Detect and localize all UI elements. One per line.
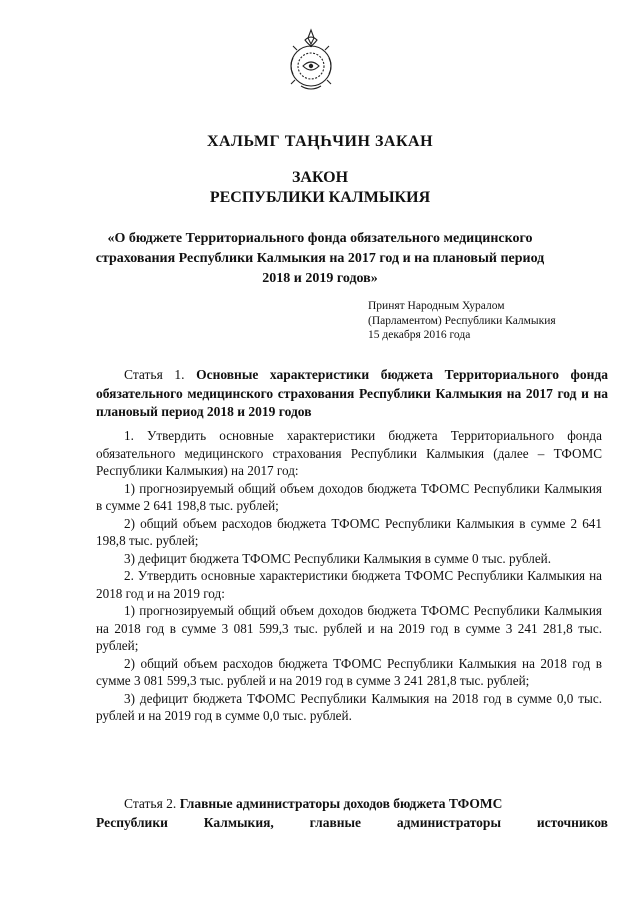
article-title-continued	[96, 814, 608, 833]
paragraph: 2) общий объем расходов бюджета ТФОМС Республики Калмыкия на 2018 год в сумме 3 081 599,3 тыс. рублей и на 2019 год в сумме 3 241 281,8 тыс. рублей;	[96, 655, 602, 688]
article-2-heading	[96, 795, 608, 832]
paragraph: 2) общий объем расходов бюджета ТФОМС Республики Калмыкия в сумме 2 641 198,8 тыс. рублей;	[96, 515, 602, 548]
article-label: Статья 2.	[124, 796, 177, 811]
article-title: Главные администраторы доходов бюджета ТФОМС	[179, 796, 503, 811]
paragraph: 3) дефицит бюджета ТФОМС Республики Калмыкия на 2018 год в сумме 0,0 тыс. рублей и на 2019 год в сумме 0,0 тыс. рублей.	[96, 690, 602, 723]
article-1-body	[96, 427, 602, 725]
coat-of-arms-icon	[283, 28, 339, 94]
paragraph: 2. Утвердить основные характеристики бюджета ТФОМС Республики Калмыкия на 2018 год и на 2019 год:	[96, 568, 602, 601]
adoption-date: 15 декабря 2016 года	[368, 329, 471, 341]
paragraph: 1. Утвердить основные характеристики бюджета Территориального фонда обязательного медицинского страхования Республики Калмыкия (далее – ТФОМС Республики Калмыкия) на 2017 год:	[96, 428, 602, 478]
title-word: администраторы	[396, 814, 501, 830]
law-title-line: «О бюджете Территориального фонда обязательного медицинского	[107, 231, 533, 246]
adoption-line: (Парламентом) Республики Калмыкия	[368, 314, 556, 327]
republic-name: РЕСПУБЛИКИ КАЛМЫКИЯ	[209, 189, 431, 206]
article-1-heading	[96, 366, 608, 422]
title-word: Калмыкия,	[203, 814, 274, 830]
adoption-note	[368, 299, 598, 343]
kalmyk-title: ХАЛЬМГ ТАҢҺЧИН ЗАКАН	[206, 133, 434, 150]
paragraph: 1) прогнозируемый общий объем доходов бюджета ТФОМС Республики Калмыкия в сумме 2 641 198,8 тыс. рублей;	[96, 480, 602, 513]
title-word: источников	[536, 814, 608, 830]
title-word: Республики	[96, 814, 168, 830]
paragraph: 1) прогнозируемый общий объем доходов бюджета ТФОМС Республики Калмыкия на 2018 год в сумме 3 081 599,3 тыс. рублей и на 2019 год в сумме 3 241 281,8 тыс. рублей;	[96, 603, 602, 653]
law-title	[70, 229, 570, 289]
law-title-line: 2018 и 2019 годов»	[262, 271, 378, 286]
law-title-line: страхования Республики Калмыкия на 2017 год и на плановый период	[95, 251, 545, 266]
law-heading	[80, 168, 560, 208]
law-word: ЗАКОН	[291, 169, 349, 186]
article-label: Статья 1.	[124, 367, 185, 382]
title-word: главные	[309, 814, 362, 830]
article-title: Основные характеристики бюджета Территориального фонда обязательного медицинского страхования Республики Калмыкия на 2017 год и на плановый период 2018 и 2019 годов	[96, 367, 609, 419]
paragraph: 3) дефицит бюджета ТФОМС Республики Калмыкия в сумме 0 тыс. рублей.	[124, 550, 552, 566]
adoption-line: Принят Народным Хуралом	[368, 300, 505, 312]
